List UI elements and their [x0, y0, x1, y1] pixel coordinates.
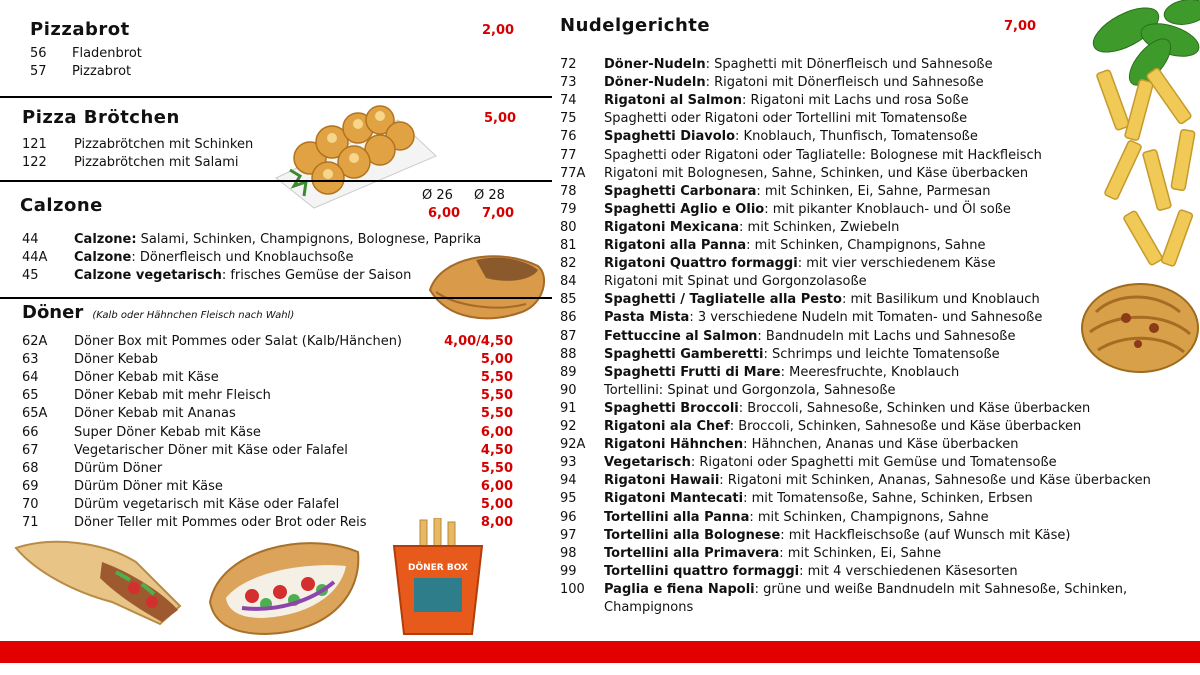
list-item — [22, 387, 271, 405]
durum-wrap-image — [12, 532, 186, 636]
item-name: Rigatoni Mantecati — [604, 491, 744, 507]
item-name: Spaghetti Carbonara — [604, 183, 757, 199]
item-number: 90 — [560, 382, 577, 398]
item-number: 92A — [560, 437, 586, 453]
item-description: : mit Schinken, Ei, Sahne, Parmesan — [756, 183, 991, 199]
item-number: 70 — [22, 496, 39, 512]
list-item — [560, 382, 896, 400]
item-number: 62A — [22, 334, 48, 349]
item-name: Fladenbrot — [72, 46, 142, 61]
item-name: Pizzabrötchen mit Salami — [74, 155, 239, 170]
item-name: Rigatoni Mexicana — [604, 219, 740, 235]
list-item — [560, 147, 1042, 165]
item-number: 44 — [22, 232, 39, 247]
item-number: 87 — [560, 328, 577, 344]
list-item — [22, 369, 219, 387]
item-description: : Broccoli, Schinken, Sahnesoße und Käse überbacken — [729, 419, 1082, 434]
item-number: 99 — [560, 563, 577, 579]
item-description: : mit vier verschiedenem Käse — [797, 256, 996, 272]
list-item — [560, 346, 1000, 364]
item-name: Spaghetti / Tagliatelle alla Pesto — [604, 292, 842, 308]
section-price-pizza-broetchen: 5,00 — [484, 111, 517, 126]
list-item — [560, 454, 1057, 472]
section-title-pizza-broetchen: Pizza Brötchen — [22, 107, 180, 128]
item-name: Rigatoni Hähnchen — [604, 437, 744, 453]
item-number: 86 — [560, 310, 577, 326]
item-name: Döner-Nudeln — [604, 75, 706, 91]
item-number: 63 — [22, 352, 39, 368]
item-name: Döner Kebab mit mehr Fleisch — [74, 388, 271, 404]
item-price: 5,50 — [480, 370, 513, 386]
list-item-continuation — [604, 599, 693, 617]
list-item — [560, 400, 1090, 418]
item-name: Spaghetti Diavolo — [604, 129, 736, 145]
item-name: Döner Box mit Pommes oder Salat (Kalb/Hänchen) — [74, 334, 403, 349]
item-number: 85 — [560, 292, 577, 308]
item-description: Spaghetti oder Rigatoni oder Tagliatelle: Bolognese mit Hackfleisch — [604, 147, 1042, 163]
calzone-image — [426, 246, 550, 328]
item-name: Spaghetti Frutti di Mare — [604, 364, 781, 380]
item-price: 4,50 — [480, 442, 513, 458]
list-item — [22, 136, 253, 154]
item-description: Champignons — [604, 599, 694, 615]
item-name: Döner-Nudeln — [604, 57, 706, 72]
item-name: Super Döner Kebab mit Käse — [74, 424, 261, 440]
item-description: : mit Schinken, Zwiebeln — [739, 219, 900, 235]
item-number: 65A — [22, 406, 48, 422]
section-title-nudelgerichte: Nudelgerichte — [560, 15, 711, 36]
item-description: : mit Schinken, Champignons, Sahne — [749, 509, 989, 525]
item-name: Tortellini alla Panna — [604, 509, 750, 525]
item-name: Döner Kebab mit Käse — [74, 370, 219, 386]
item-number: 74 — [560, 93, 577, 109]
item-description: Rigatoni mit Bolognesen, Sahne, Schinken, und Käse überbacken — [604, 165, 1029, 181]
item-description: : frisches Gemüse der Saison — [221, 268, 412, 283]
item-number: 82 — [560, 256, 577, 272]
item-description: : mit 4 verschiedenen Käsesorten — [799, 563, 1018, 579]
list-item — [560, 183, 991, 201]
item-number: 56 — [30, 46, 47, 61]
list-item — [22, 405, 236, 423]
item-name: Pasta Mista — [604, 310, 690, 326]
list-item — [22, 154, 238, 172]
calzone-price-26: 6,00 — [428, 206, 461, 221]
item-description: : mit Basilikum und Knoblauch — [841, 292, 1040, 308]
list-item — [560, 563, 1018, 581]
item-price: 6,00 — [480, 424, 513, 440]
item-number: 95 — [560, 491, 577, 507]
item-description: : 3 verschiedene Nudeln mit Tomaten- und Sahnesoße — [689, 310, 1043, 326]
item-number: 67 — [22, 442, 39, 458]
item-number: 45 — [22, 268, 39, 283]
item-price: 5,00 — [480, 496, 513, 512]
doener-box-image — [390, 518, 486, 636]
item-number: 66 — [22, 424, 39, 440]
list-item — [560, 328, 1015, 346]
item-number: 84 — [560, 274, 577, 290]
doener-sandwich-image — [206, 532, 364, 636]
size-label-26: Ø 26 — [422, 188, 453, 203]
list-item — [22, 442, 348, 460]
item-number: 77 — [560, 147, 577, 163]
list-item — [560, 255, 996, 273]
list-item — [22, 351, 158, 369]
item-price: 5,50 — [480, 406, 513, 422]
item-number: 122 — [22, 155, 47, 170]
item-number: 92 — [560, 419, 577, 434]
item-description: Salami, Schinken, Champignons, Bolognese, Paprika — [136, 232, 482, 247]
list-item — [22, 514, 367, 532]
list-item — [22, 249, 353, 267]
list-item — [560, 581, 1127, 599]
item-number: 96 — [560, 509, 577, 525]
item-number: 73 — [560, 75, 577, 91]
item-name: Calzone — [74, 250, 132, 265]
item-number: 65 — [22, 388, 39, 404]
list-item — [560, 436, 1019, 454]
list-item — [560, 291, 1040, 309]
calzone-price-28: 7,00 — [482, 206, 515, 221]
list-item — [560, 74, 984, 92]
item-number: 44A — [22, 250, 48, 265]
list-item — [560, 527, 1070, 545]
list-item — [560, 110, 967, 128]
section-title-calzone: Calzone — [20, 195, 103, 216]
item-number: 93 — [560, 455, 577, 471]
item-number: 78 — [560, 183, 577, 199]
item-number: 72 — [560, 57, 577, 72]
item-name: Rigatoni Quattro formaggi — [604, 256, 798, 272]
item-number: 91 — [560, 400, 577, 416]
item-name: Paglia e fiena Napoli — [604, 581, 755, 597]
item-name: Döner Kebab — [74, 352, 159, 368]
item-number: 94 — [560, 473, 577, 489]
item-description: : Meeresfruchte, Knoblauch — [780, 364, 960, 380]
box-logo-text: DÖNER BOX — [408, 563, 468, 573]
item-description: Tortellini: Spinat und Gorgonzola, Sahnesoße — [604, 382, 896, 398]
item-name: Pizzabrötchen mit Schinken — [74, 137, 254, 152]
penne-pasta-image — [1096, 60, 1200, 290]
item-name: Spaghetti Aglio e Olio — [604, 201, 765, 217]
item-description: : grüne und weiße Bandnudeln mit Sahnesoße, Schinken, — [754, 581, 1128, 597]
bottom-red-bar — [0, 641, 1200, 663]
item-description: : Schrimps und leichte Tomatensoße — [763, 346, 1000, 362]
item-number: 121 — [22, 137, 47, 152]
item-number: 79 — [560, 201, 577, 217]
item-name: Dürüm Döner — [74, 460, 163, 476]
list-item — [560, 490, 1033, 508]
item-price: 5,50 — [480, 388, 513, 404]
list-item — [560, 418, 1081, 436]
section-title-doener: Döner — [22, 302, 84, 323]
list-item — [560, 509, 989, 527]
list-item — [560, 309, 1042, 327]
item-name: Döner Teller mit Pommes oder Brot oder Reis — [74, 515, 367, 530]
item-description: Spaghetti oder Rigatoni oder Tortellini mit Tomatensoße — [604, 111, 968, 127]
item-description: : Bandnudeln mit Lachs und Sahnesoße — [757, 328, 1016, 344]
section-price-nudelgerichte: 7,00 — [1004, 19, 1037, 34]
item-number: 97 — [560, 527, 577, 543]
item-name: Calzone: — [74, 232, 137, 247]
list-item — [560, 219, 899, 237]
item-name: Dürüm Döner mit Käse — [74, 478, 223, 494]
section-price-pizzabrot: 2,00 — [482, 23, 515, 38]
item-number: 81 — [560, 238, 577, 253]
list-item — [560, 92, 969, 110]
item-price: 5,50 — [480, 460, 513, 476]
item-name: Vegetarisch — [604, 455, 691, 471]
list-item — [22, 267, 411, 285]
item-name: Tortellini alla Primavera — [604, 545, 780, 561]
item-description: : Rigatoni mit Dönerfleisch und Sahnesoße — [705, 75, 984, 91]
list-item — [560, 201, 1011, 219]
item-name: Tortellini alla Bolognese — [604, 527, 781, 543]
section-subtitle-doener: (Kalb oder Hähnchen Fleisch nach Wahl) — [92, 310, 295, 321]
pizza-rolls-image — [270, 98, 438, 210]
list-item — [22, 460, 162, 478]
item-description: : Rigatoni oder Spaghetti mit Gemüse und Tomatensoße — [690, 455, 1057, 471]
item-name: Spaghetti Broccoli — [604, 400, 739, 416]
item-description: Rigatoni mit Spinat und Gorgonzolasoße — [604, 274, 867, 290]
list-item — [560, 364, 959, 382]
item-description: : Knoblauch, Thunfisch, Tomatensoße — [735, 129, 978, 145]
item-number: 75 — [560, 111, 577, 127]
item-number: 71 — [22, 515, 39, 530]
item-description: : Dönerfleisch und Knoblauchsoße — [131, 250, 354, 265]
list-item — [30, 45, 142, 63]
list-item — [560, 128, 978, 146]
item-name: Spaghetti Gamberetti — [604, 346, 764, 362]
item-number: 64 — [22, 370, 39, 386]
item-description: : mit Schinken, Ei, Sahne — [779, 545, 942, 561]
item-number: 68 — [22, 460, 39, 476]
list-item — [22, 496, 339, 514]
item-number: 89 — [560, 364, 577, 380]
list-item — [560, 545, 941, 563]
list-item — [560, 472, 1151, 490]
item-price: 6,00 — [480, 478, 513, 494]
size-label-28: Ø 28 — [474, 188, 505, 203]
item-price: 8,00 — [480, 515, 513, 530]
item-name: Pizzabrot — [72, 64, 132, 79]
list-item — [22, 424, 261, 442]
list-item — [560, 56, 993, 74]
list-item — [22, 333, 402, 351]
list-item — [560, 237, 985, 255]
item-name: Döner Kebab mit Ananas — [74, 406, 236, 422]
item-name: Calzone vegetarisch — [74, 268, 222, 283]
item-name: Rigatoni ala Chef — [604, 419, 730, 434]
section-header-doener — [22, 302, 294, 323]
item-price: 4,00/4,50 — [444, 334, 513, 349]
item-description: : Rigatoni mit Schinken, Ananas, Sahnesoße und Käse überbacken — [719, 473, 1151, 489]
item-number: 88 — [560, 346, 577, 362]
item-name: Fettuccine al Salmon — [604, 328, 758, 344]
item-name: Tortellini quattro formaggi — [604, 563, 800, 579]
item-number: 80 — [560, 219, 577, 235]
divider — [0, 180, 552, 182]
item-number: 100 — [560, 581, 585, 597]
item-number: 69 — [22, 478, 39, 494]
section-title-pizzabrot: Pizzabrot — [30, 19, 130, 40]
item-number: 76 — [560, 129, 577, 145]
item-description: : mit pikanter Knoblauch- und Öl soße — [764, 201, 1011, 217]
item-description: : Broccoli, Sahnesoße, Schinken und Käse überbacken — [738, 400, 1091, 416]
item-number: 77A — [560, 165, 586, 181]
item-name: Vegetarischer Döner mit Käse oder Falafel — [74, 442, 348, 458]
item-description: : Hähnchen, Ananas und Käse überbacken — [743, 437, 1019, 453]
item-name: Dürüm vegetarisch mit Käse oder Falafel — [74, 496, 340, 512]
list-item — [30, 63, 131, 81]
tagliatelle-image — [1076, 272, 1200, 376]
list-item — [22, 231, 481, 249]
item-description: : Rigatoni mit Lachs und rosa Soße — [742, 93, 969, 109]
item-description: : Spaghetti mit Dönerfleisch und Sahnesoße — [705, 57, 993, 72]
item-number: 57 — [30, 64, 47, 79]
item-number: 98 — [560, 545, 577, 561]
item-name: Rigatoni Hawaii — [604, 473, 720, 489]
list-item — [22, 478, 223, 496]
list-item — [560, 273, 867, 291]
item-price: 5,00 — [480, 352, 513, 368]
item-description: : mit Tomatensoße, Sahne, Schinken, Erbsen — [743, 491, 1033, 507]
item-description: : mit Hackfleischsoße (auf Wunsch mit Käse) — [780, 527, 1071, 543]
divider — [0, 297, 552, 299]
item-name: Rigatoni alla Panna — [604, 238, 747, 253]
item-name: Rigatoni al Salmon — [604, 93, 743, 109]
list-item — [560, 165, 1028, 183]
item-description: : mit Schinken, Champignons, Sahne — [746, 238, 986, 253]
